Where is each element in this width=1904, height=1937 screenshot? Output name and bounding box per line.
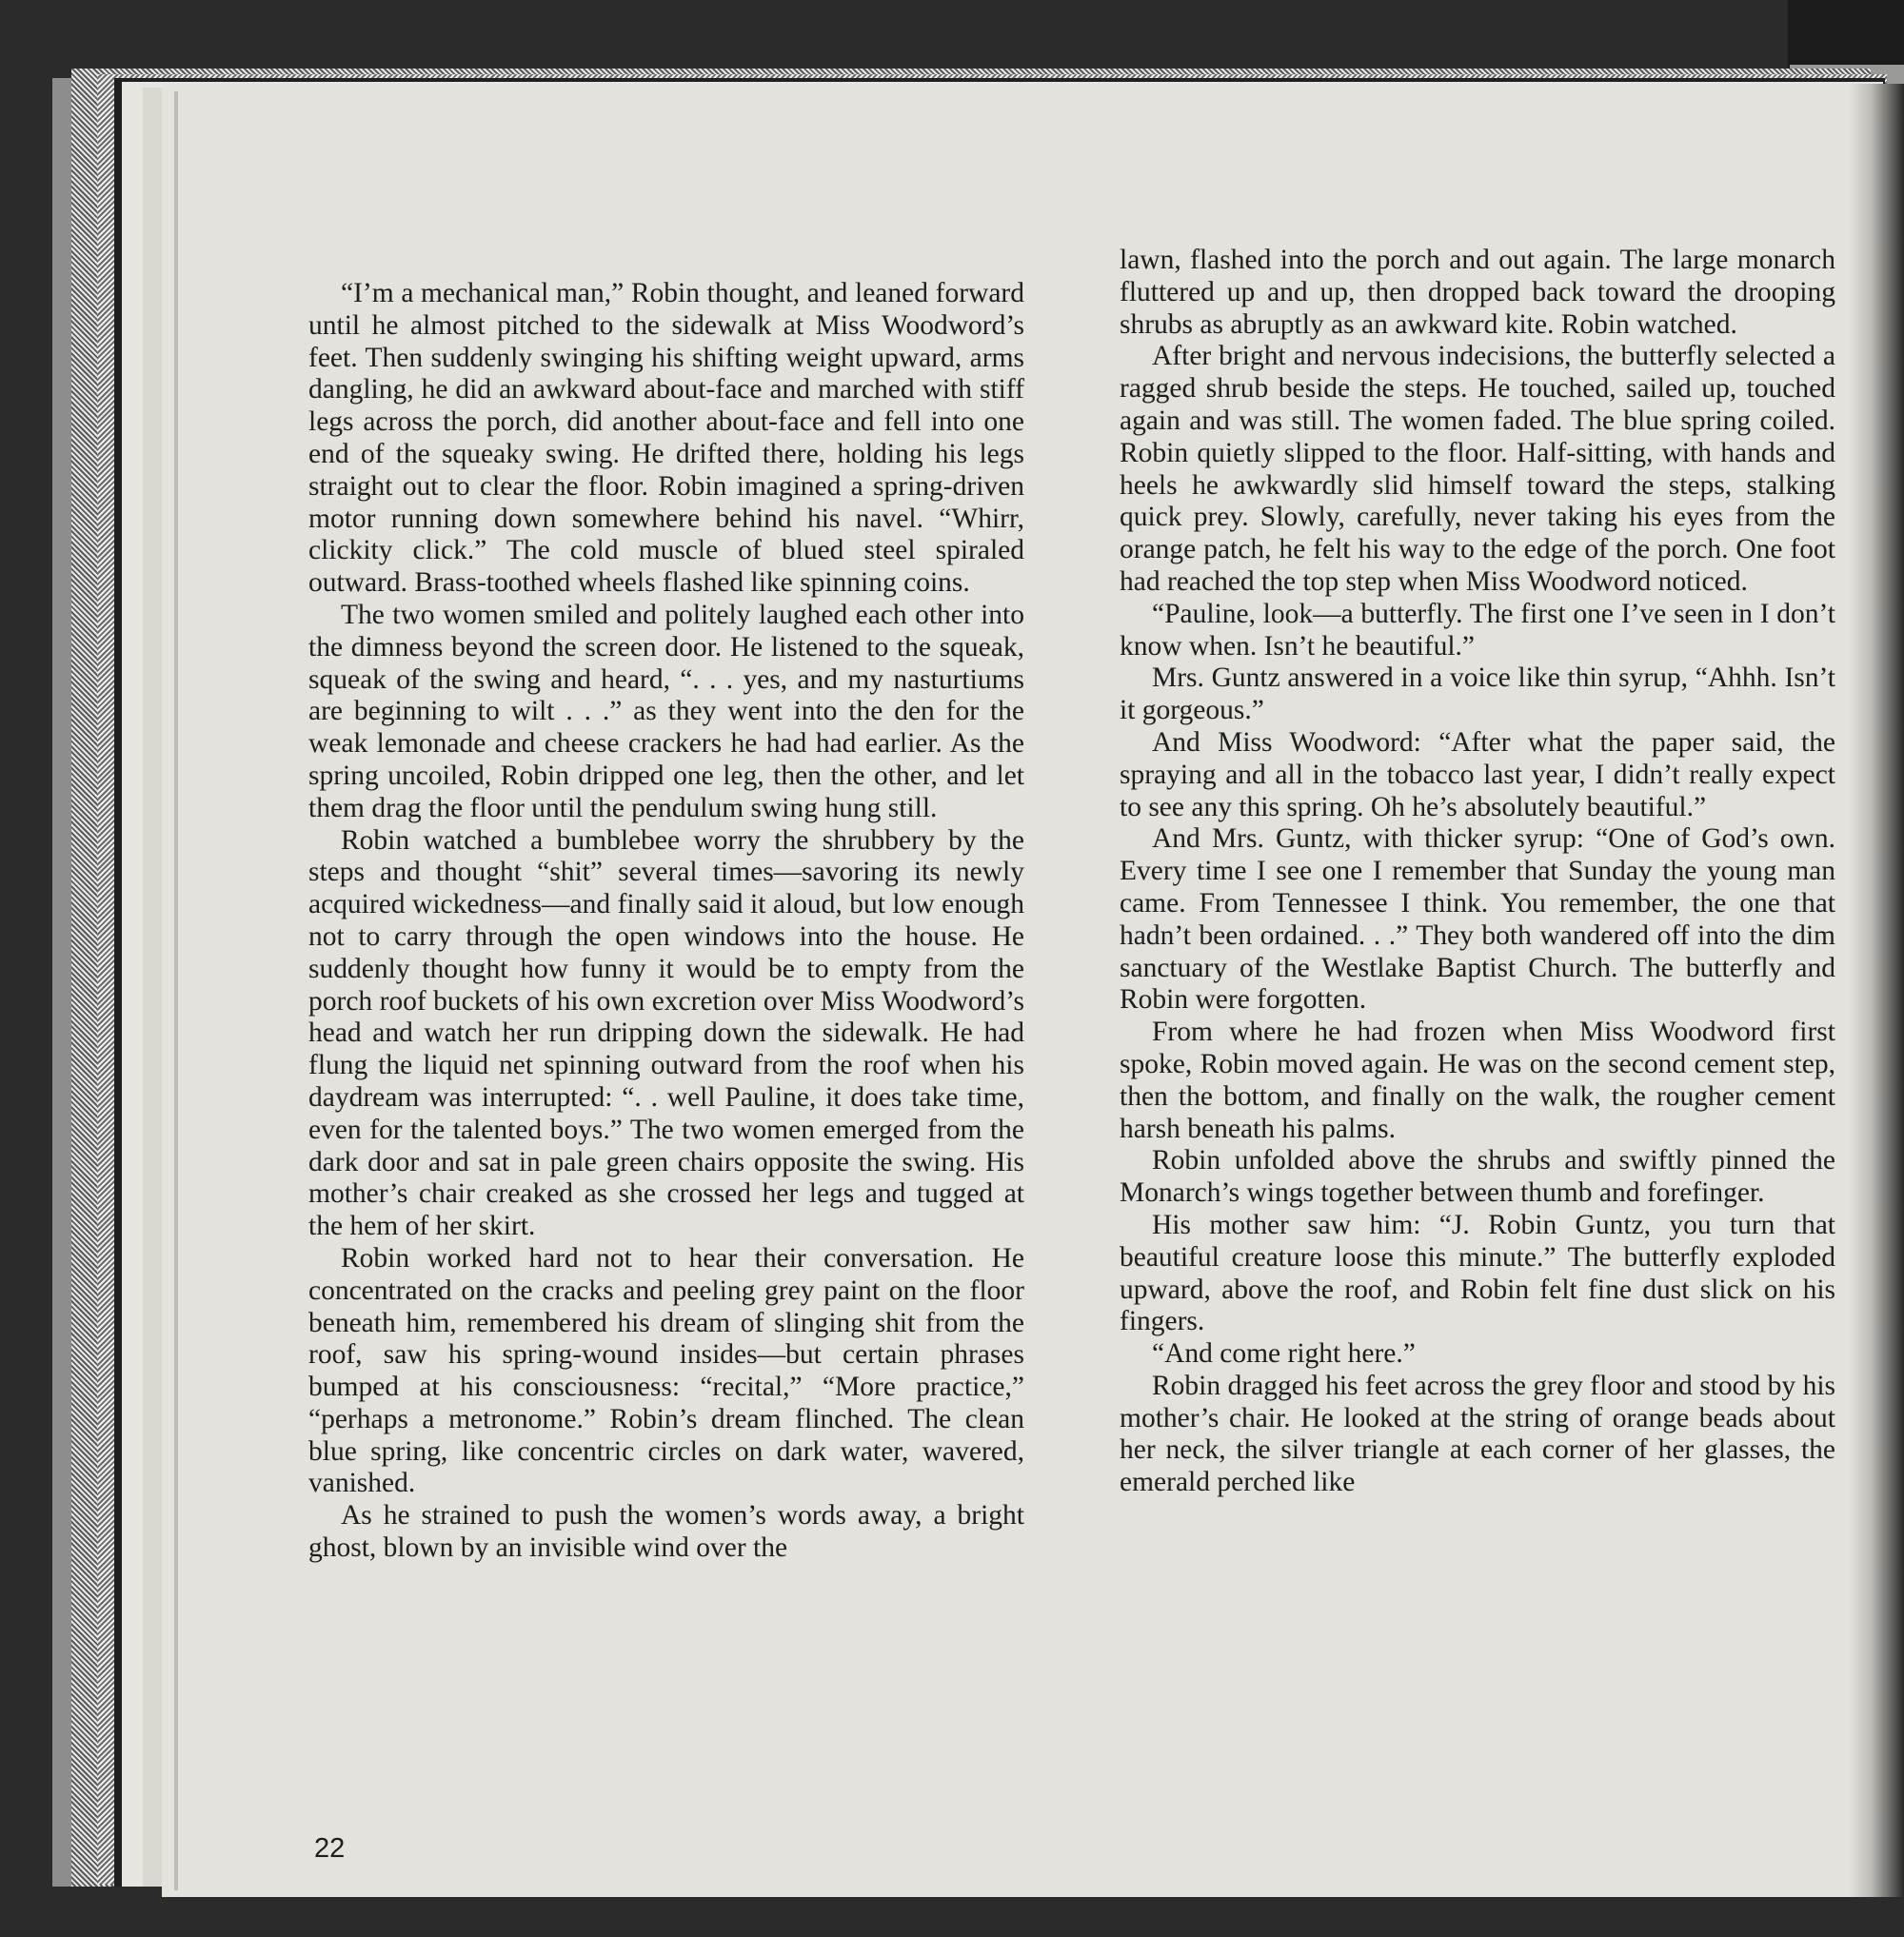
paragraph: After bright and nervous indecisions, the butterfly selected a ragged shrub beside the steps. He touched, sailed up, touched again and was still. The women faded. The blue spring coiled. Robin quietly slipped to the floor. Half-sitting, with hands and heels he awkwardly slid himself toward the steps, stalking quick prey. Slowly, carefully, never taking his eyes from the orange patch, he felt his way to the edge of the porch. One foot had reached the top step when Miss Woodword noticed. [1120, 341, 1835, 597]
paragraph: His mother saw him: “J. Robin Guntz, you turn that beautiful creature loose this minute.” The butterfly exploded upward, above the roof, and Robin felt fine dust slick on his fingers. [1120, 1209, 1835, 1337]
paragraph: “Pauline, look—a butterfly. The first one I’ve seen in I don’t know when. Isn’t he beautiful.” [1120, 598, 1835, 662]
paragraph: And Miss Woodword: “After what the paper said, the spraying and all in the tobacco last year, I didn’t really expect to see any this spring. Oh he’s absolutely beautiful.” [1120, 726, 1835, 822]
right-text-column [1120, 245, 1835, 1499]
paragraph: The two women smiled and politely laughed each other into the dimness beyond the screen door. He listened to the squeak, squeak of the swing and heard, “. . . yes, and my nasturtiums are beginning to wilt . . .” as they went into the den for the weak lemonade and cheese crackers he had had earlier. As the spring uncoiled, Robin dripped one leg, then the other, and let them drag the floor until the pendulum swing hung still. [308, 599, 1024, 823]
paragraph: Robin watched a bumblebee worry the shrubbery by the steps and thought “shit” several times—savoring its newly acquired wickedness—and finally said it aloud, but low enough not to carry through the open windows into the house. He suddenly thought how funny it would be to empty from the porch roof buckets of his own excretion over Miss Woodword’s head and watch her run dripping down the sidewalk. He had flung the liquid net spinning outward from the roof when his daydream was interrupted: “. . well Pauline, it does take time, even for the talented boys.” The two women emerged from the dark door and sat in pale green chairs opposite the swing. His mother’s chair creaked as she crossed her legs and tugged at the hem of her skirt. [308, 824, 1024, 1242]
paragraph: From where he had frozen when Miss Woodword first spoke, Robin moved again. He was on the second cement step, then the bottom, and finally on the walk, the rougher cement harsh beneath his palms. [1120, 1017, 1835, 1144]
paragraph: Robin dragged his feet across the grey floor and stood by his mother’s chair. He looked at the string of orange beads about her neck, the silver triangle at each corner of her glasses, the emerald perched like [1120, 1370, 1835, 1498]
page-curl [1849, 84, 1904, 1897]
paragraph: “And come right here.” [1152, 1338, 1416, 1370]
paragraph: As he strained to push the women’s words away, a bright ghost, blown by an invisible wind over the [308, 1500, 1024, 1564]
paragraph: Robin worked hard not to hear their conversation. He concentrated on the cracks and peeling grey paint on the floor beneath him, remembered his dream of slinging shit from the roof, saw his spring-wound insides—but certain phrases bumped at his consciousness: “recital,” “More practice,” “perhaps a metronome.” Robin’s dream flinched. The clean blue spring, like concentric circles on dark water, wavered, vanished. [308, 1242, 1024, 1499]
page-gutter [174, 91, 178, 1890]
page-number: 22 [314, 1833, 346, 1864]
paragraph: And Mrs. Guntz, with thicker syrup: “One of God’s own. Every time I see one I remember that Sunday the young man came. From Tennessee I think. You remember, the one that hadn’t been ordained. . .” They both wandered off into the dim sanctuary of the Westlake Baptist Church. The butterfly and Robin were forgotten. [1120, 823, 1835, 1016]
paragraph: “I’m a mechanical man,” Robin thought, and leaned forward until he almost pitched to the sidewalk at Miss Woodword’s feet. Then suddenly swinging his shifting weight upward, arms dangling, he did an awkward about-face and marched with stiff legs across the porch, did another about-face and fell into one end of the squeaky swing. He drifted there, holding his legs straight out to clear the floor. Robin imagined a spring-driven motor running down somewhere behind his navel. “Whirr, clickity click.” The cold muscle of blued steel spiraled outward. Brass-toothed wheels flashed like spinning coins. [308, 278, 1024, 599]
paragraph: Mrs. Guntz answered in a voice like thin syrup, “Ahhh. Isn’t it gorgeous.” [1120, 662, 1835, 726]
paragraph: Robin unfolded above the shrubs and swiftly pinned the Monarch’s wings together between thumb and forefinger. [1120, 1145, 1835, 1209]
paragraph-continuation: lawn, flashed into the porch and out again. The large monarch fluttered up and up, then dropped back toward the drooping shrubs as abruptly as an awkward kite. Robin watched. [1120, 245, 1835, 340]
left-text-column [308, 278, 1024, 1565]
